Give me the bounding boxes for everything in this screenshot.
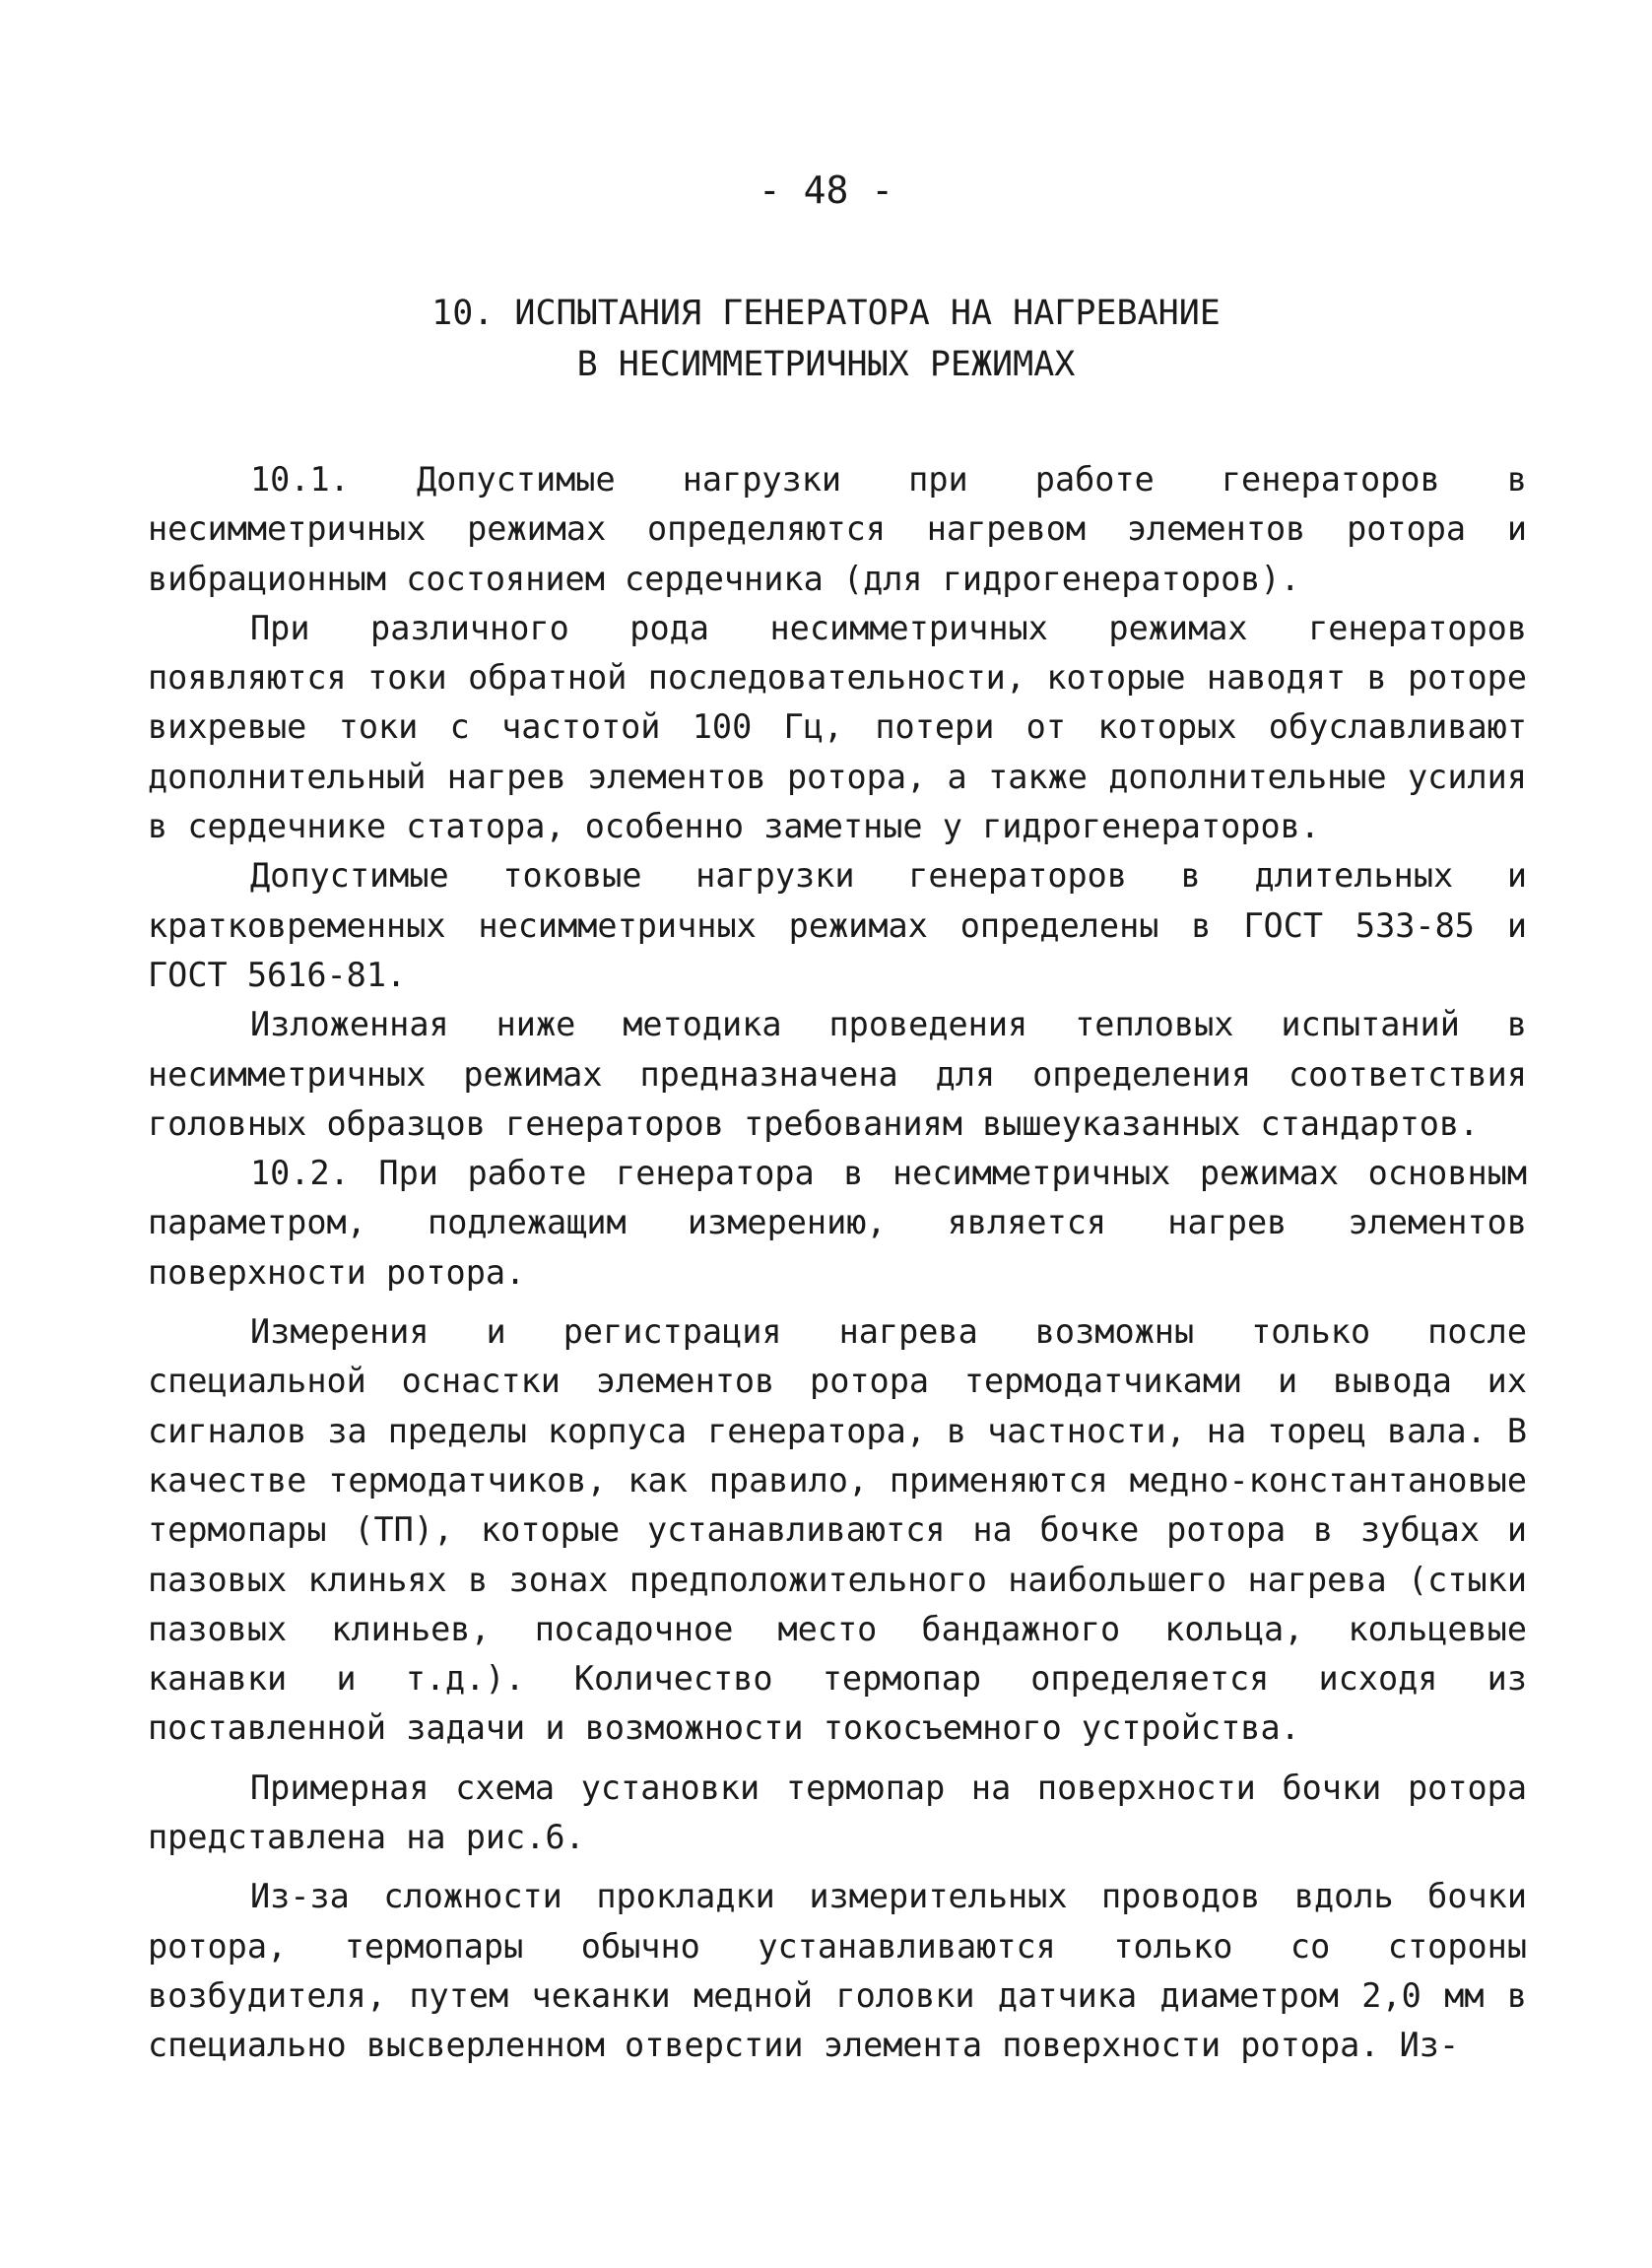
page-number: - 48 - <box>758 168 894 212</box>
body-text <box>148 455 1527 2071</box>
section-title-line-2: В НЕСИММЕТРИЧНЫХ РЕЖИМАХ <box>576 345 1076 384</box>
paragraph: Из-за сложности прокладки измерительных проводов вдоль бочки ротора, термопары обычно устанавливаются только со стороны возбудителя, путем чеканки медной головки датчика диаметром 2,0 мм в специально высверленном отверстии элемента поверхности ротора. Из- <box>148 1877 1527 2065</box>
paragraph: Примерная схема установки термопар на поверхности бочки ротора представлена на рис.6. <box>148 1768 1527 1857</box>
paragraph: 10.1. Допустимые нагрузки при работе генераторов в несимметричных режимах определяются нагревом элементов ротора и вибрационным состоянием сердечника (для гидрогенераторов). <box>148 460 1527 598</box>
paragraph: 10.2. При работе генератора в несимметричных режимах основным параметром, подлежащим измерению, является нагрев элементов поверхности ротора. <box>148 1154 1527 1292</box>
paragraph: Допустимые токовые нагрузки генераторов в длительных и кратковременных несимметричных режимах определены в ГОСТ 533-85 и ГОСТ 5616-81. <box>148 856 1527 994</box>
section-title-line-1: 10. ИСПЫТАНИЯ ГЕНЕРАТОРА НА НАГРЕВАНИЕ <box>431 294 1221 333</box>
section-title <box>0 288 1652 390</box>
paragraph: Изложенная ниже методика проведения тепловых испытаний в несимметричных режимах предназначена для определения соответствия головных образцов генераторов требованиям вышеуказанных стандартов. <box>148 1005 1527 1143</box>
paragraph: При различного рода несимметричных режимах генераторов появляются токи обратной последовательности, которые наводят в роторе вихревые токи с частотой 100 Гц, потери от которых обуславливают дополнительный нагрев элементов ротора, а также дополнительные усилия в сердечнике статора, особенно заметные у гидрогенераторов. <box>148 608 1527 846</box>
paragraph: Измерения и регистрация нагрева возможны только после специальной оснастки элементов ротора термодатчиками и вывода их сигналов за пределы корпуса генератора, в частности, на торец вала. В качестве термодатчиков, как правило, применяются медно-константановые термопары (ТП), которые устанавливаются на бочке ротора в зубцах и пазовых клиньях в зонах предположительного наибольшего нагрева (стыки пазовых клиньев, посадочное место бандажного кольца, кольцевые канавки и т.д.). Количество термопар определяется исходя из поставленной задачи и возможности токосъемного устройства. <box>148 1312 1527 1748</box>
